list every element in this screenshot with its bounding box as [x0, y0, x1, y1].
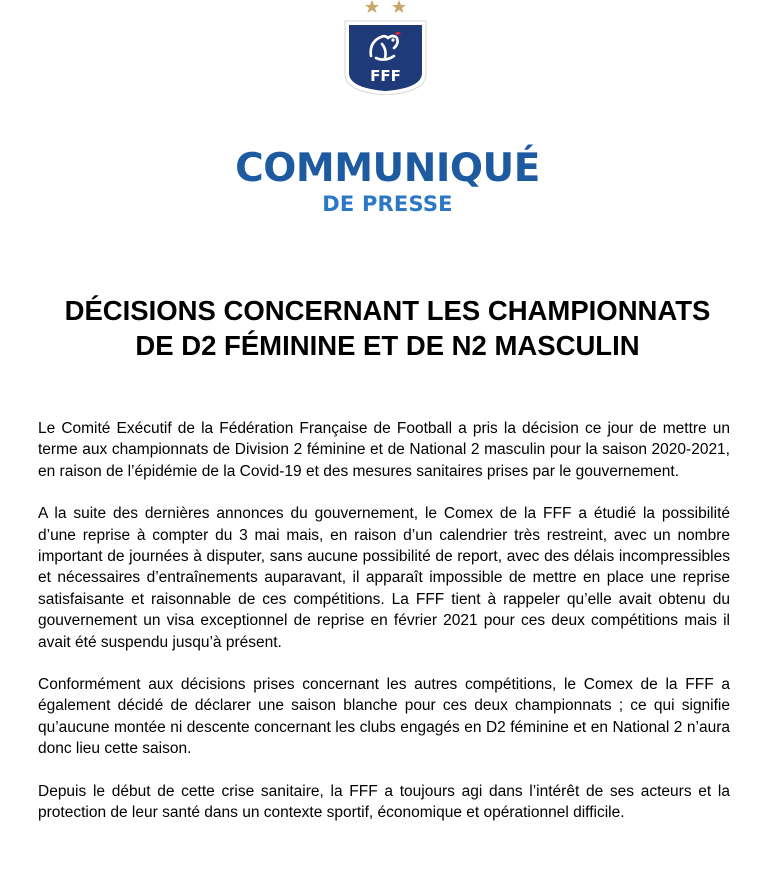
title-line-1: DÉCISIONS CONCERNANT LES CHAMPIONNATS: [64, 295, 711, 326]
fff-logo: [341, 0, 430, 95]
fff-logo-text: FFF: [370, 67, 401, 85]
header-de-presse: DE PRESSE: [322, 192, 453, 216]
paragraph: Depuis le début de cette crise sanitaire, la FFF a toujours agi dans l’intérêt de ses acteurs et la protection de leur santé dans un contexte sportif, économique et opérationnel difficile.: [38, 782, 730, 822]
header-communique: COMMUNIQUÉ: [235, 146, 540, 191]
paragraph: A la suite des dernières annonces du gouvernement, le Comex de la FFF a étudié la possibilité d’une reprise à compter du 3 mai mais, en raison d’un calendrier très restreint, avec un nombre important de journées à disputer, sans aucune possibilité de report, avec des délais incompressibles et nécessaires d’entraînements auparavant, il apparaît impossible de mettre en place une reprise satisfaisante et raisonnable de ces compétitions. La FFF tient à rappeler qu’elle avait obtenu du gouvernement un visa exceptionnel de reprise en février 2021 pour ces deux compétitions mais il avait été suspendu jusqu’à présent.: [38, 505, 730, 651]
paragraph: Conformément aux décisions prises concernant les autres compétitions, le Comex de la FFF a également décidé de déclarer une saison blanche pour ces deux championnats ; ce qui signifie qu’aucune montée ni descente concernant les clubs engagés en D2 féminine et en National 2 n’aura donc lieu cette saison.: [38, 676, 730, 758]
title-line-2: DE D2 FÉMININE ET DE N2 MASCULIN: [135, 330, 640, 361]
fff-crest-icon: [341, 0, 430, 95]
paragraph: Le Comité Exécutif de la Fédération Française de Football a pris la décision ce jour de mettre un terme aux championnats de Division 2 féminine et de National 2 masculin pour la saison 2020-2021, en raison de l’épidémie de la Covid-19 et des mesures sanitaires prises par le gouvernement.: [38, 420, 730, 480]
star-icon: [392, 0, 406, 13]
page-title: [0, 293, 775, 363]
press-release-body: [38, 418, 730, 824]
star-icon: [365, 0, 379, 13]
